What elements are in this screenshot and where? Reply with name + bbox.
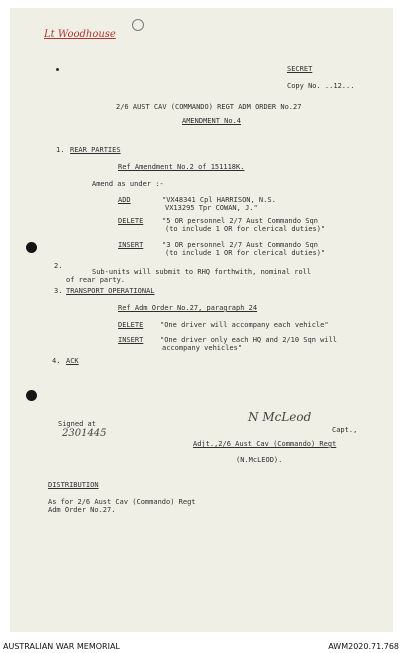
- punch-hole: [26, 390, 37, 401]
- insert-line-1: "3 OR personnel 2/7 Aust Commando Sqn: [162, 241, 318, 249]
- document-page: [10, 8, 393, 632]
- distribution-heading: DISTRIBUTION: [48, 481, 99, 489]
- signatory-rank: Capt.,: [332, 426, 358, 434]
- punch-hole: [26, 242, 37, 253]
- delete-label: DELETE: [118, 217, 144, 225]
- distribution-line-2: Adm Order No.27.: [48, 506, 116, 514]
- document-title: 2/6 AUST CAV (COMMANDO) REGT ADM ORDER No.27: [116, 103, 302, 111]
- staple-mark: [132, 19, 144, 31]
- ink-dot: [56, 68, 59, 71]
- insert-line-2: (to include 1 OR for clerical duties)": [165, 249, 326, 257]
- delete-line-2: (to include 1 OR for clerical duties)": [165, 225, 326, 233]
- signatory-name: (N.McLEOD).: [236, 456, 283, 464]
- copy-number: Copy No. ..12...: [287, 82, 355, 90]
- signed-at-label: Signed at: [58, 420, 96, 428]
- section-1-heading: REAR PARTIES: [70, 146, 121, 154]
- section-1-number: 1.: [56, 146, 65, 154]
- section-2-line-2: of rear party.: [66, 276, 126, 284]
- insert-label: INSERT: [118, 241, 144, 249]
- section-2-number: 2.: [54, 262, 63, 270]
- signature-scrawl: N McLeod: [248, 410, 312, 424]
- add-label: ADD: [118, 196, 131, 204]
- handwritten-name: Lt Woodhouse: [44, 29, 116, 40]
- archive-footer: [0, 639, 403, 653]
- section-3-delete-label: DELETE: [118, 321, 144, 329]
- section-1-reference: Ref Amendment No.2 of 151118K.: [118, 163, 245, 171]
- add-line-2: VX13295 Tpr COWAN, J.": [165, 204, 258, 212]
- section-3-delete-text: "One driver will accompany each vehicle": [160, 321, 329, 329]
- section-3-number: 3.: [54, 287, 63, 295]
- section-3-insert-label: INSERT: [118, 336, 144, 344]
- section-3-heading: TRANSPORT OPERATIONAL: [66, 287, 155, 295]
- section-3-insert-line-1: "One driver only each HQ and 2/10 Sqn will: [160, 336, 338, 344]
- archive-reference: AWM2020.71.768: [328, 642, 399, 651]
- section-2-line-1: Sub-units will submit to RHQ forthwith, nominal roll: [92, 268, 312, 276]
- signatory-appointment: Adjt.,2/6 Aust Cav (Commando) Regt: [193, 440, 337, 448]
- add-line-1: "VX48341 Cpl HARRISON, N.S.: [162, 196, 276, 204]
- archive-name: AUSTRALIAN WAR MEMORIAL: [3, 642, 120, 651]
- document-subtitle: AMENDMENT No.4: [182, 117, 242, 125]
- delete-line-1: "5 OR personnel 2/7 Aust Commando Sqn: [162, 217, 318, 225]
- signed-time: 2301445: [62, 428, 107, 439]
- section-1-amend-intro: Amend as under :-: [92, 180, 164, 188]
- section-4-number: 4.: [52, 357, 61, 365]
- classification-label: SECRET: [287, 65, 313, 73]
- section-4-heading: ACK: [66, 357, 79, 365]
- section-3-reference: Ref Adm Order No.27, paragraph 24: [118, 304, 258, 312]
- section-3-insert-line-2: accompany vehicles": [162, 344, 243, 352]
- distribution-line-1: As for 2/6 Aust Cav (Commando) Regt: [48, 498, 196, 506]
